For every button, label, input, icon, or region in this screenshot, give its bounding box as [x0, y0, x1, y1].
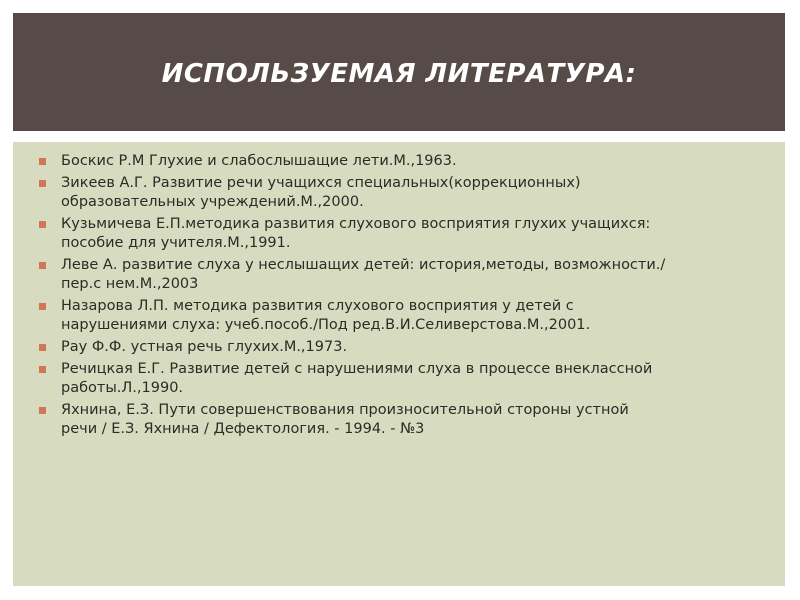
square-bullet-icon [39, 344, 46, 351]
reference-text: Яхнина, Е.З. Пути совершенствования произносительной стороны устной речи / Е.З. Яхнина / Дефектология. - 1994. - №3 [61, 402, 629, 437]
square-bullet-icon [39, 262, 46, 269]
content-panel [13, 142, 785, 586]
reference-item [39, 338, 669, 357]
reference-text: Рау Ф.Ф. устная речь глухих.М.,1973. [61, 339, 348, 355]
slide-title: ИСПОЛЬЗУЕМАЯ ЛИТЕРАТУРА: [161, 59, 637, 89]
reference-item [39, 360, 669, 398]
square-bullet-icon [39, 407, 46, 414]
title-bar [13, 13, 785, 131]
square-bullet-icon [39, 303, 46, 310]
reference-text: Назарова Л.П. методика развития слухового восприятия у детей с нарушениями слуха: учеб.пособ./Под ред.В.И.Селиверстова.М.,2001. [61, 298, 591, 333]
reference-text: Леве А. развитие слуха у неслышащих детей: история,методы, возможности./пер.с нем.М.,2003 [61, 257, 666, 292]
reference-item [39, 401, 669, 439]
reference-item [39, 152, 669, 171]
reference-text: Кузьмичева Е.П.методика развития слухового восприятия глухих учащихся: пособие для учителя.М.,1991. [61, 216, 651, 251]
square-bullet-icon [39, 366, 46, 373]
square-bullet-icon [39, 221, 46, 228]
reference-item [39, 215, 669, 253]
reference-text: Речицкая Е.Г. Развитие детей с нарушениями слуха в процессе внеклассной работы.Л.,1990. [61, 361, 653, 396]
reference-item [39, 297, 669, 335]
square-bullet-icon [39, 158, 46, 165]
reference-text: Зикеев А.Г. Развитие речи учащихся специальных(коррекционных) образовательных учреждений.М.,2000. [61, 175, 581, 210]
reference-item [39, 174, 669, 212]
reference-item [39, 256, 669, 294]
reference-list [39, 152, 669, 442]
square-bullet-icon [39, 180, 46, 187]
reference-text: Боскис Р.М Глухие и слабослышащие лети.М.,1963. [61, 153, 457, 169]
